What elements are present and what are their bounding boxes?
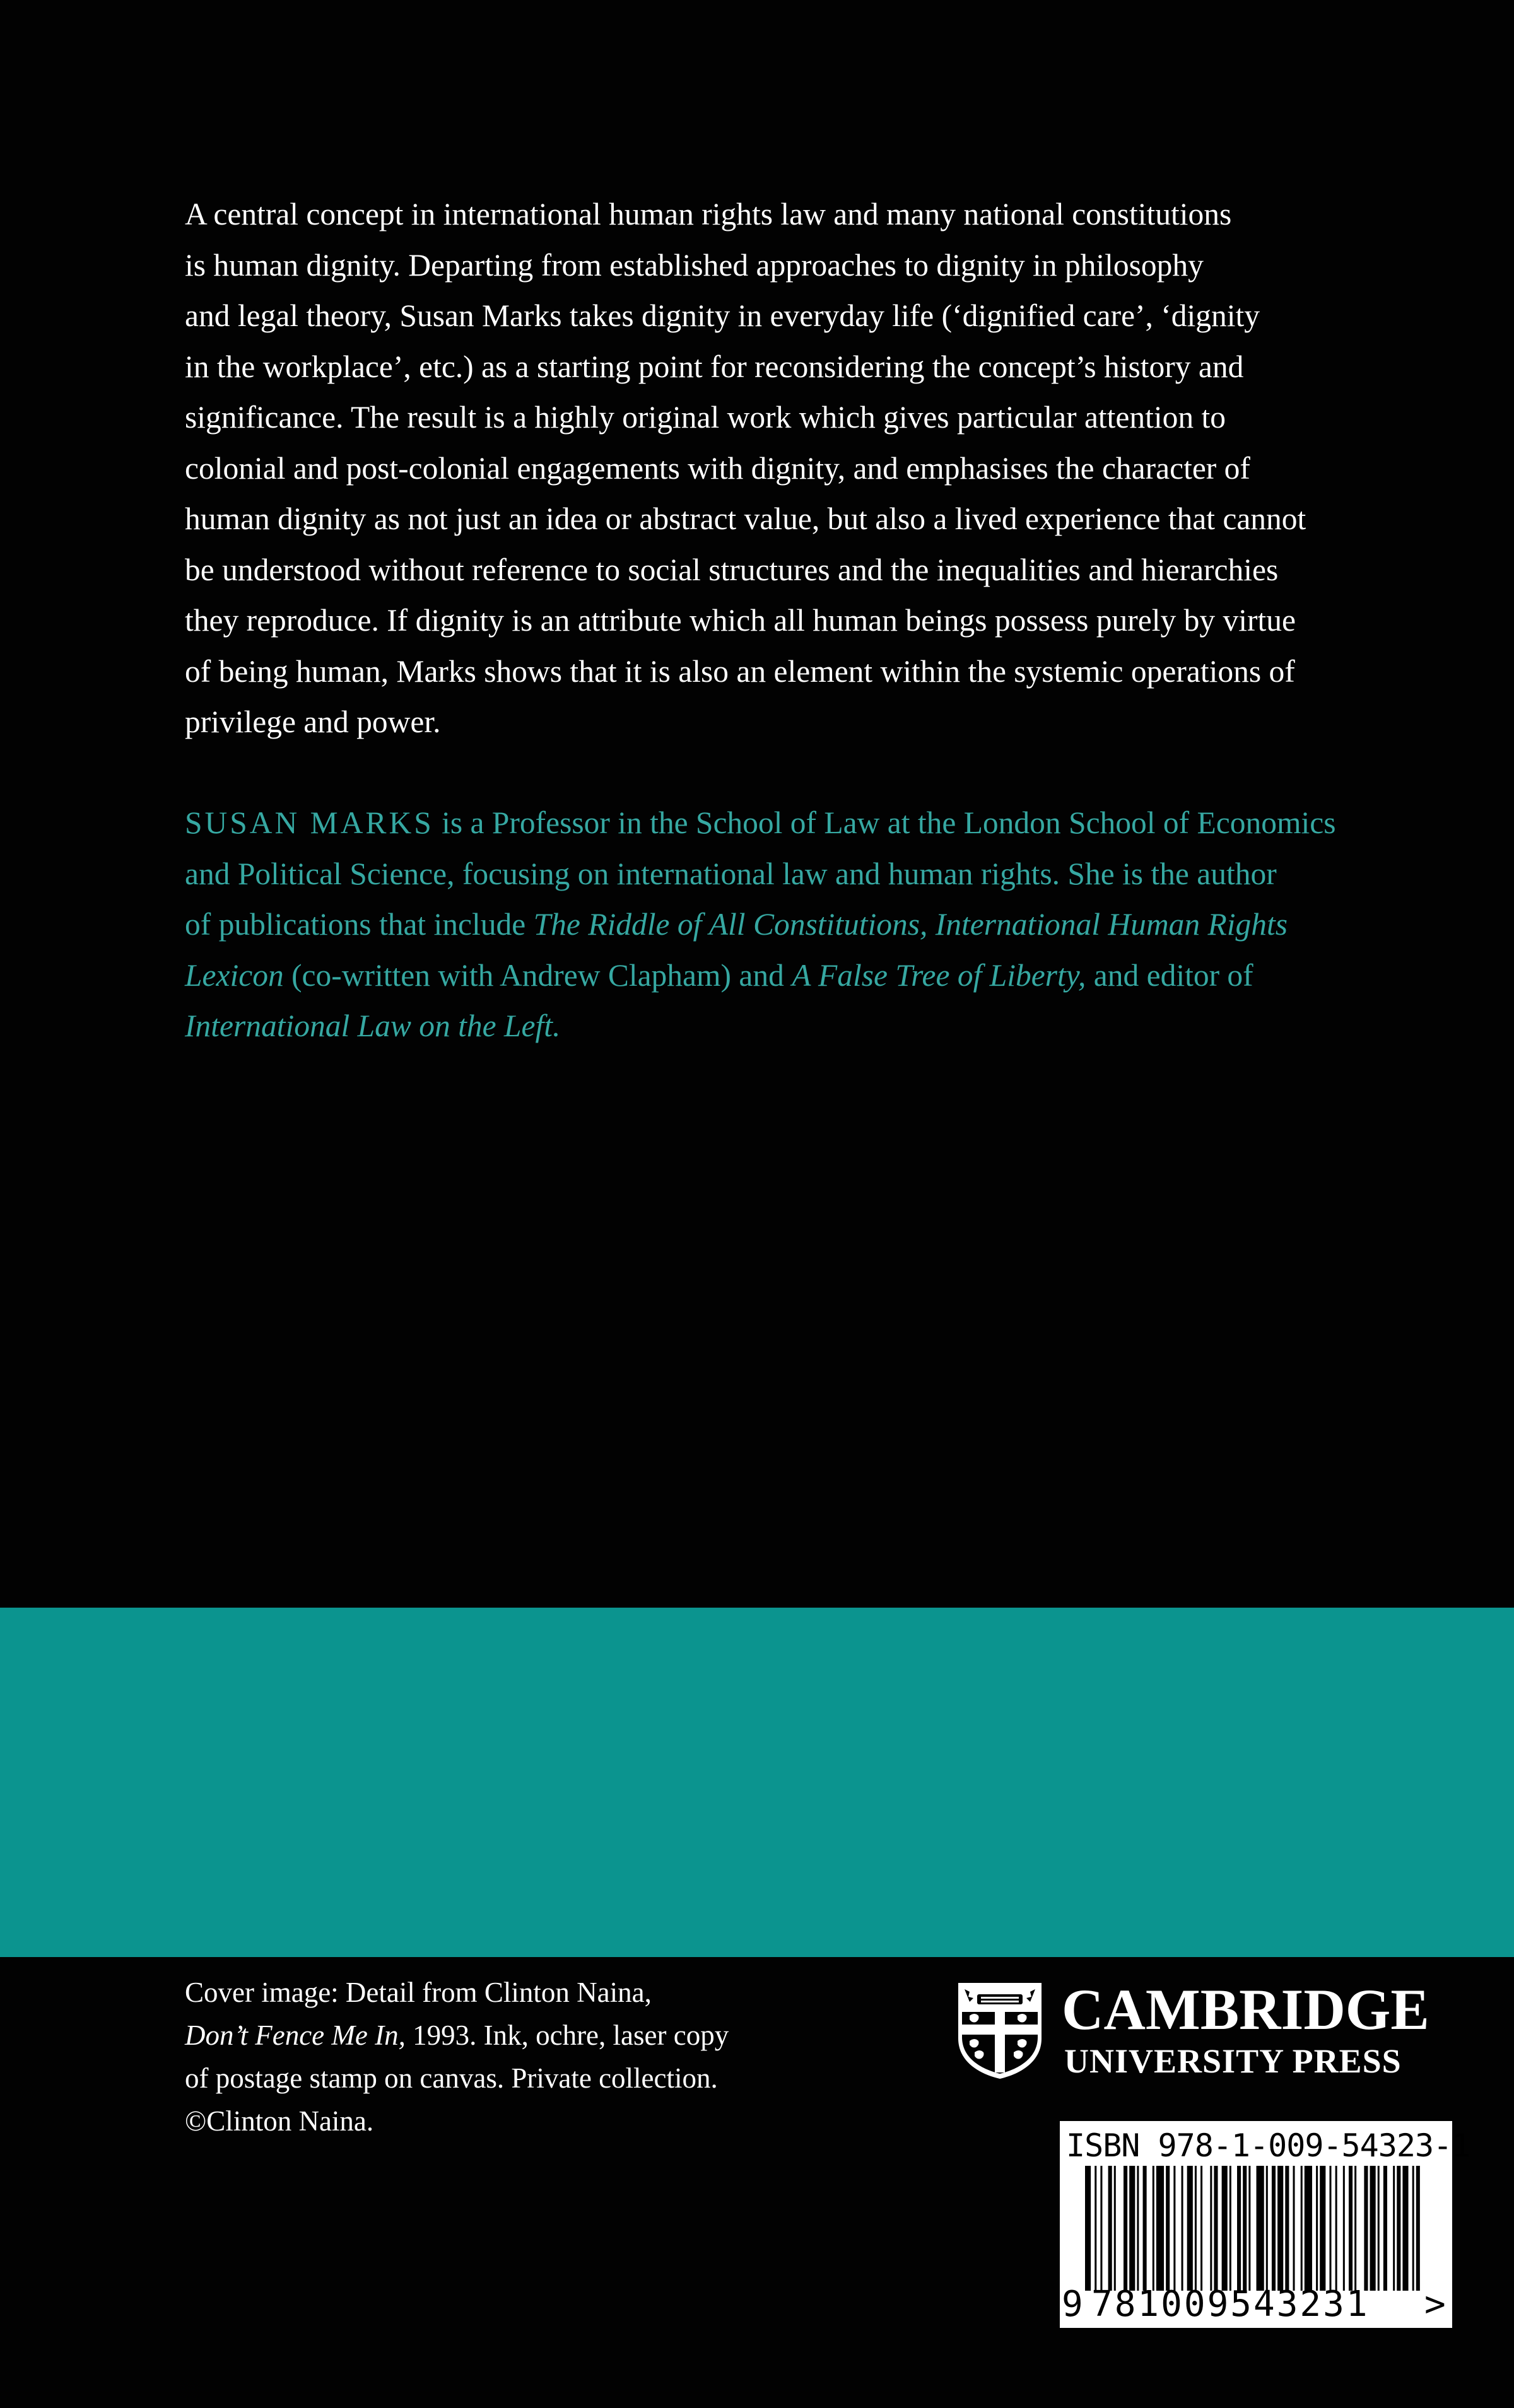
blurb-line: they reproduce. If dignity is an attribute which all human beings possess purely by virtue: [185, 603, 1296, 638]
blurb-line: significance. The result is a highly original work which gives particular attention to: [185, 400, 1226, 435]
blurb-paragraph: [185, 189, 1472, 748]
blurb-line: colonial and post-colonial engagements with dignity, and emphasises the character of: [185, 450, 1250, 486]
credit-text: 1993. Ink, ochre, laser copy: [405, 2019, 729, 2051]
bio-text: (co-written with Andrew Clapham) and: [283, 957, 792, 993]
book-title: International Law on the Left.: [185, 1008, 561, 1043]
barcode-arrow: >: [1424, 2284, 1446, 2325]
isbn-label: ISBN 978-1-009-54323-1: [1066, 2127, 1470, 2164]
artwork-title: Don’t Fence Me In,: [185, 2019, 406, 2051]
bio-text: and editor of: [1086, 957, 1253, 993]
teal-accent-band: [0, 1608, 1514, 1957]
cover-image-credit: [185, 1971, 816, 2142]
credit-line: ©Clinton Naina.: [185, 2105, 374, 2137]
bio-line: [185, 798, 1472, 849]
book-title: A False Tree of Liberty,: [792, 957, 1086, 993]
bio-text: is a Professor in the School of Law at the London School of Economics: [433, 805, 1336, 840]
publisher-name: CAMBRIDGE: [1062, 1977, 1429, 2042]
publisher-subname: UNIVERSITY PRESS: [1064, 2042, 1402, 2080]
bio-line: and Political Science, focusing on international law and human rights. She is the author: [185, 856, 1277, 891]
credit-line: [185, 2014, 816, 2057]
blurb-line: is human dignity. Departing from established approaches to dignity in philosophy: [185, 247, 1204, 283]
barcode-first-digit: 9: [1062, 2284, 1083, 2325]
bio-line: [185, 950, 1472, 1002]
blurb-line: privilege and power.: [185, 704, 441, 739]
bio-line: [185, 899, 1472, 950]
barcode-icon: [1085, 2166, 1426, 2291]
blurb-line: and legal theory, Susan Marks takes dignity in everyday life (‘dignified care’, ‘dignity: [185, 298, 1260, 333]
blurb-line: of being human, Marks shows that it is also an element within the systemic operations of: [185, 653, 1295, 689]
barcode-digits: 781009543231: [1091, 2284, 1370, 2325]
author-name: SUSAN MARKS: [185, 805, 434, 840]
book-title: Lexicon: [185, 957, 284, 993]
author-bio: [185, 798, 1472, 1052]
blurb-line: be understood without reference to social structures and the inequalities and hierarchies: [185, 552, 1279, 587]
book-title: The Riddle of All Constitutions, International Human Rights: [533, 907, 1288, 942]
cambridge-crest-icon: [956, 1980, 1044, 2080]
blurb-line: A central concept in international human rights law and many national constitutions: [185, 197, 1232, 231]
credit-line: Cover image: Detail from Clinton Naina,: [185, 1977, 652, 2008]
bio-line: [185, 1001, 1472, 1052]
bio-text: of publications that include: [185, 907, 534, 942]
blurb-line: human dignity as not just an idea or abstract value, but also a lived experience that cannot: [185, 501, 1306, 536]
credit-line: of postage stamp on canvas. Private collection.: [185, 2062, 718, 2094]
blurb-line: in the workplace’, etc.) as a starting point for reconsidering the concept’s history and: [185, 349, 1244, 384]
